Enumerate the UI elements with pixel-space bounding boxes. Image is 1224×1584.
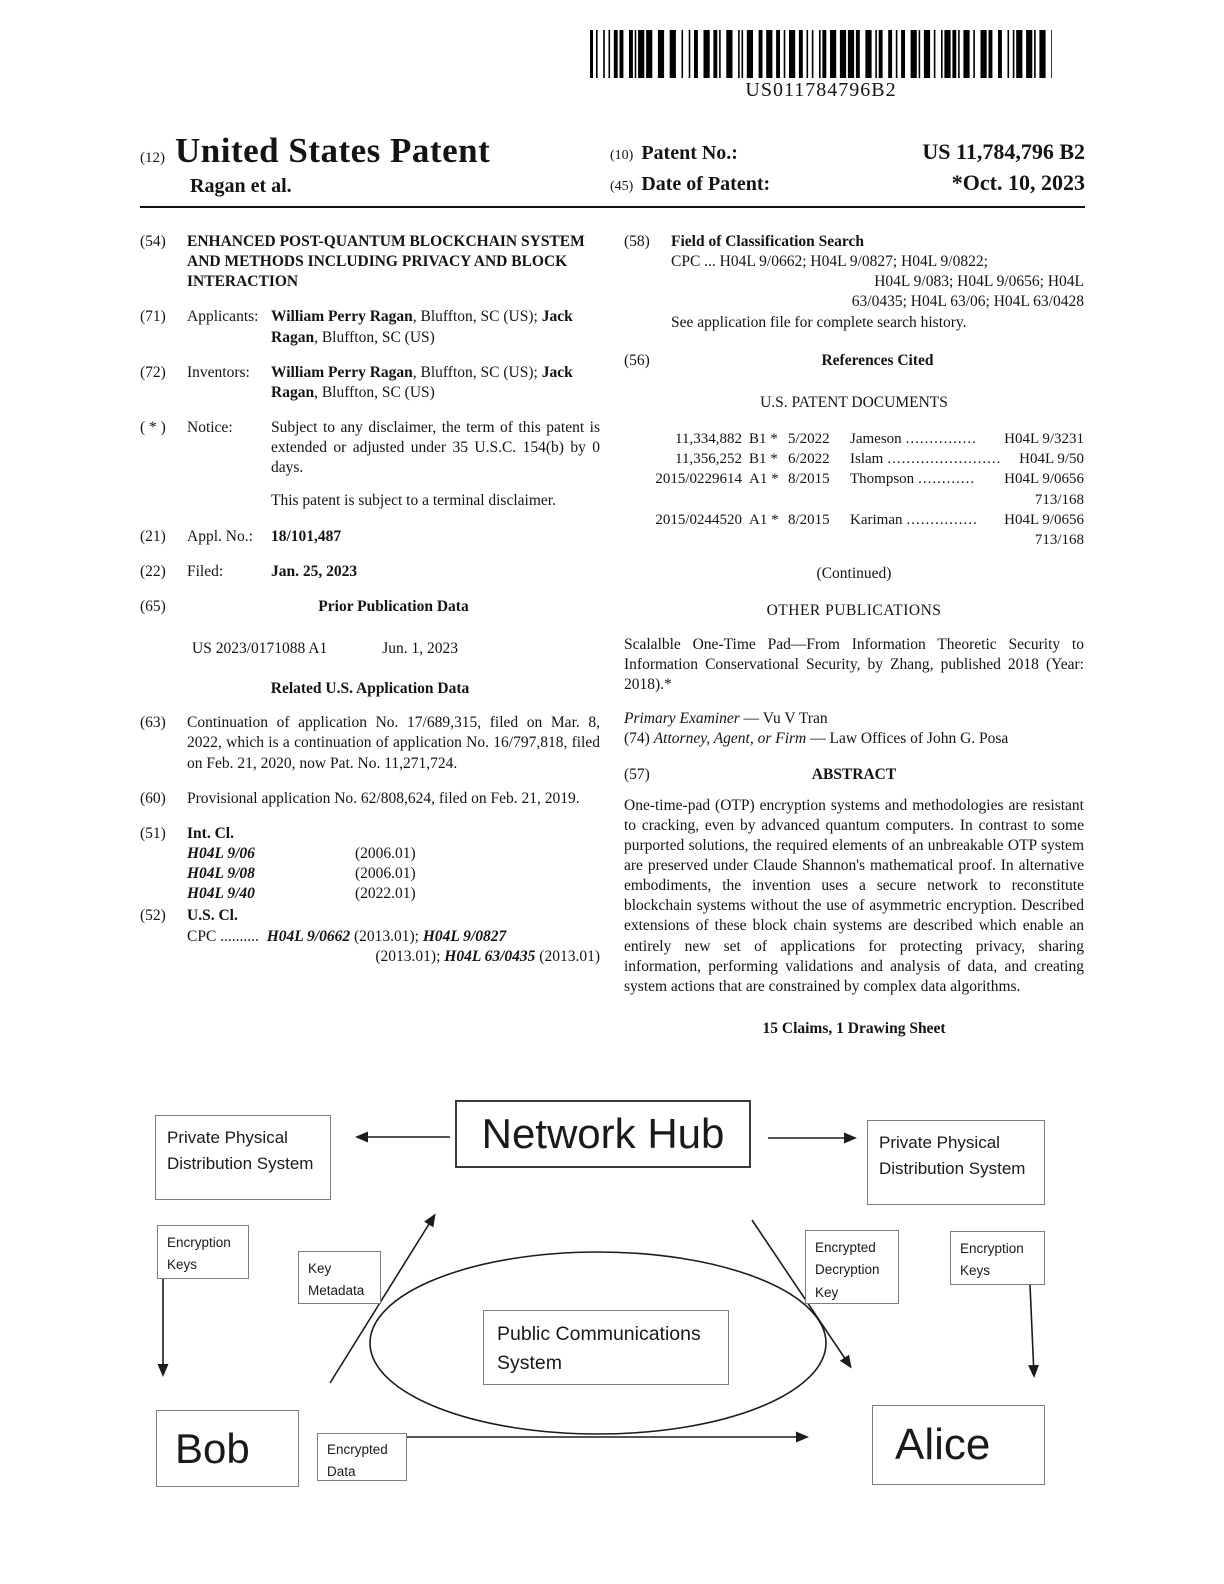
bob-box (156, 1410, 299, 1487)
int-cl-label: Int. Cl. (187, 824, 234, 842)
applicant-name: William Perry Ragan (271, 308, 413, 326)
pub-number: US 2023/0171088 A1 (192, 639, 328, 657)
section-54-title (140, 232, 600, 292)
bibliographic-columns (140, 232, 1085, 1039)
examiner-name: — Vu V Tran (739, 710, 828, 728)
ref-number: 2015/0229614 (655, 471, 742, 488)
network-hub-label: Network Hub (481, 1110, 725, 1157)
inventor-location: , Bluffton, SC (US) (314, 383, 435, 401)
section-56-references (624, 351, 1084, 383)
invention-title: ENHANCED POST-QUANTUM BLOCKCHAIN SYSTEM AND METHODS INCLUDING PRIVACY AND BLOCK INTERACTION (187, 233, 585, 291)
section-num: (51) (140, 824, 166, 842)
encryption-keys-right-box (950, 1231, 1045, 1285)
ref-name: Islam (850, 451, 884, 468)
class-version: (2006.01) (355, 844, 416, 862)
field-search-line: CPC ... H04L 9/0662; H04L 9/0827; H04L 9/0822; (671, 253, 988, 271)
arrow-keys-to-alice (1030, 1285, 1034, 1375)
int-cl-row (187, 864, 600, 884)
filed-date: Jan. 25, 2023 (271, 562, 358, 580)
encryption-keys-right-label: Encryption Keys (960, 1241, 1024, 1279)
examiner-block (624, 709, 1084, 749)
inventors-value (271, 363, 600, 403)
encrypted-decryption-key-box (805, 1230, 899, 1304)
pub-date: Jun. 1, 2023 (382, 639, 459, 657)
network-hub-box (455, 1100, 751, 1168)
date-of-patent-value: *Oct. 10, 2023 (951, 170, 1085, 195)
field-search-line: 63/0435; H04L 63/06; H04L 63/0428 (851, 293, 1084, 311)
ref-number: 2015/0244520 (655, 511, 742, 528)
abstract-text: One-time-pad (OTP) encryption systems and methodologies are resistant to cracking, even by advanced quantum computers. In contrast to some purported solutions, the required elements of an unbreakable OTP system are preserved under Claude Shannon's mathematical proof. In alternative embodiments, the invention uses a secure network to reconstitute blockchain systems without the use of asymmetric encryption. Described extensions of these block chain systems are described which enable an entirely new set of applications for protecting privacy, sharing information, performing validations and analysis of data, and creating system actions that are constrained by complex data algorithms. (624, 796, 1084, 995)
ppds-left-box (155, 1115, 331, 1200)
ref-number: 11,356,252 (675, 451, 742, 468)
section-58-field-search (624, 232, 1084, 333)
section-num: (56) (624, 351, 650, 369)
patent-no-label: Patent No.: (641, 142, 738, 164)
section-65-prior-pub (140, 597, 600, 629)
attorney-line (624, 729, 1084, 749)
ref-class-continuation: 713/168 (1034, 532, 1084, 549)
notice-text: Subject to any disclaimer, the term of this patent is extended or adjusted under 35 U.S.C. 154(b) by 0 days. (271, 418, 600, 477)
cpc-code: H04L 9/0662 (266, 927, 351, 945)
header (140, 131, 1085, 201)
section-num: (22) (140, 562, 166, 580)
barcode-stripes-icon (590, 30, 1052, 78)
ref-kind: B1 * (749, 430, 778, 447)
cpc-prefix: CPC .......... (187, 927, 259, 945)
ref-date: 8/2015 (788, 471, 830, 488)
section-num: (72) (140, 363, 166, 381)
field-10-num: (10) (610, 148, 634, 163)
field-search-line: H04L 9/083; H04L 9/0656; H04L (874, 273, 1084, 291)
table-row (624, 510, 1084, 530)
field-search-label: Field of Classification Search (671, 233, 865, 250)
int-cl-row (187, 884, 600, 904)
ref-date: 8/2015 (788, 511, 830, 528)
ref-name: Jameson (850, 430, 902, 447)
ref-number: 11,334,882 (675, 430, 742, 447)
filed-label: Filed: (187, 562, 224, 580)
left-column (140, 232, 600, 1039)
section-60-provisional (140, 789, 600, 809)
ref-name: Thompson (850, 471, 915, 488)
barcode (590, 30, 1052, 102)
section-num: (57) (624, 766, 650, 784)
alice-label: Alice (895, 1420, 991, 1469)
terminal-disclaimer-text: This patent is subject to a terminal disclaimer. (271, 492, 556, 510)
section-22-filed (140, 562, 600, 582)
provisional-text: Provisional application No. 62/808,624, filed on Feb. 21, 2019. (187, 789, 580, 807)
field-search-note: See application file for complete search history. (671, 313, 967, 331)
cpc-year: (2013.01); (375, 947, 445, 965)
drawing-sheet-figure (0, 1085, 1224, 1584)
cpc-line-1 (187, 927, 600, 947)
section-72-inventors (140, 363, 600, 403)
leader-dots: ............... (905, 430, 977, 447)
header-divider (140, 206, 1085, 208)
section-21-appl-no (140, 527, 600, 547)
applicant-location: , Bluffton, SC (US); (412, 308, 542, 326)
class-version: (2022.01) (355, 885, 416, 903)
section-num: (74) (624, 730, 654, 748)
int-cl-row (187, 844, 600, 864)
ref-class-continuation: 713/168 (1034, 491, 1084, 508)
class-code: H04L 9/40 (187, 885, 255, 903)
examiner-label: Primary Examiner (624, 710, 740, 728)
other-pubs-citation: Scalalble One-Time Pad—From Information Theoretic Security to Information Conservational Security, by Zhang, published 2018 (Year: 2018).* (624, 635, 1084, 694)
other-pubs-heading: OTHER PUBLICATIONS (766, 601, 942, 619)
section-num: (58) (624, 233, 650, 250)
ppds-right-label: Private Physical Distribution System (879, 1133, 1026, 1178)
cpc-code: H04L 63/0435 (444, 947, 536, 965)
page-title: United States Patent (175, 131, 491, 170)
leader-dots: ........................ (887, 451, 1002, 468)
abstract-heading: ABSTRACT (811, 766, 897, 784)
section-num: (54) (140, 233, 166, 250)
ref-date: 5/2022 (788, 430, 830, 447)
section-num: (65) (140, 597, 166, 615)
section-63-continuation (140, 713, 600, 773)
ref-kind: B1 * (749, 451, 778, 468)
field-12-num: (12) (140, 150, 165, 166)
section-51-int-cl (140, 824, 600, 905)
section-num: ( * ) (140, 418, 166, 436)
ref-class: H04L 9/3231 (1004, 430, 1084, 447)
ref-date: 6/2022 (788, 451, 830, 468)
ppds-left-label: Private Physical Distribution System (167, 1128, 314, 1173)
us-cl-label: U.S. Cl. (187, 907, 238, 925)
inventor-location: , Bluffton, SC (US); (412, 363, 542, 381)
appl-no-value: 18/101,487 (271, 527, 342, 545)
table-row (624, 469, 1084, 489)
ref-class: H04L 9/0656 (1004, 511, 1084, 528)
section-71-applicants (140, 307, 600, 347)
ref-kind: A1 * (749, 511, 779, 528)
table-row (624, 449, 1084, 469)
inventors-label: Inventors: (187, 363, 250, 381)
leader-dots: ............... (906, 511, 978, 528)
references-table (624, 429, 1084, 551)
cpc-code: H04L 9/0827 (422, 927, 507, 945)
applicants-label: Applicants: (187, 308, 259, 326)
primary-examiner-line (624, 709, 1084, 729)
section-num: (63) (140, 714, 166, 732)
ref-class: H04L 9/50 (1019, 451, 1084, 468)
prior-pub-entry (192, 639, 600, 659)
section-num: (60) (140, 789, 166, 807)
section-num: (71) (140, 308, 166, 326)
bob-label: Bob (175, 1424, 250, 1472)
inventor-shortname: Ragan et al. (190, 175, 292, 197)
applicant-location: , Bluffton, SC (US) (314, 328, 435, 346)
field-45-num: (45) (610, 179, 634, 194)
notice-label: Notice: (187, 418, 233, 436)
applicants-value (271, 307, 600, 347)
section-notice (140, 418, 600, 512)
appl-no-label: Appl. No.: (187, 527, 253, 545)
date-of-patent-label: Date of Patent: (641, 173, 771, 195)
key-metadata-box (298, 1251, 381, 1304)
continuation-text: Continuation of application No. 17/689,315, filed on Mar. 8, 2022, which is a continuation of application No. 16/797,818, filed on Feb. 21, 2020, now Pat. No. 11,271,724. (187, 714, 600, 772)
us-patent-docs-heading: U.S. PATENT DOCUMENTS (760, 393, 948, 411)
encryption-keys-left-label: Encryption Keys (167, 1235, 231, 1273)
alice-box (872, 1405, 1045, 1485)
header-right (610, 131, 1085, 201)
section-num: (52) (140, 907, 166, 925)
leader-dots: ............ (918, 471, 976, 488)
right-column (624, 232, 1084, 1039)
header-left (140, 131, 610, 201)
section-num: (21) (140, 527, 166, 545)
key-metadata-label: Key Metadata (308, 1261, 365, 1299)
continued-note: (Continued) (816, 565, 892, 583)
attorney-label: Attorney, Agent, or Firm (653, 730, 807, 748)
barcode-number: US011784796B2 (745, 79, 897, 101)
attorney-name: — Law Offices of John G. Posa (806, 730, 1009, 748)
patent-no-value: US 11,784,796 B2 (922, 139, 1085, 164)
public-communications-box (483, 1310, 729, 1385)
ppds-right-box (867, 1120, 1045, 1205)
cpc-year: (2013.01) (535, 947, 600, 965)
table-row (624, 429, 1084, 449)
public-communications-label: Public Communications System (497, 1323, 701, 1375)
related-app-heading: Related U.S. Application Data (270, 680, 470, 698)
class-version: (2006.01) (355, 865, 416, 883)
class-code: H04L 9/08 (187, 865, 255, 883)
encrypted-data-label: Encrypted Data (327, 1442, 388, 1480)
ref-class: H04L 9/0656 (1004, 471, 1084, 488)
encrypted-data-box (317, 1433, 407, 1481)
references-heading: References Cited (821, 351, 934, 369)
inventor-name: William Perry Ragan (271, 363, 413, 381)
encrypted-decryption-key-label: Encrypted Decryption Key (815, 1240, 880, 1300)
applicant-name: Jack Ragan (271, 308, 573, 346)
ref-kind: A1 * (749, 471, 779, 488)
inventor-name: Jack Ragan (271, 363, 573, 401)
claims-line: 15 Claims, 1 Drawing Sheet (762, 1020, 946, 1038)
class-code: H04L 9/06 (187, 844, 255, 862)
prior-pub-heading: Prior Publication Data (318, 597, 469, 615)
cpc-line-2 (187, 947, 600, 967)
cpc-year: (2013.01); (350, 927, 423, 945)
ref-name: Kariman (850, 511, 903, 528)
encryption-keys-left-box (157, 1225, 249, 1279)
section-52-us-cl (140, 906, 600, 966)
abstract-heading-row (624, 765, 1084, 785)
